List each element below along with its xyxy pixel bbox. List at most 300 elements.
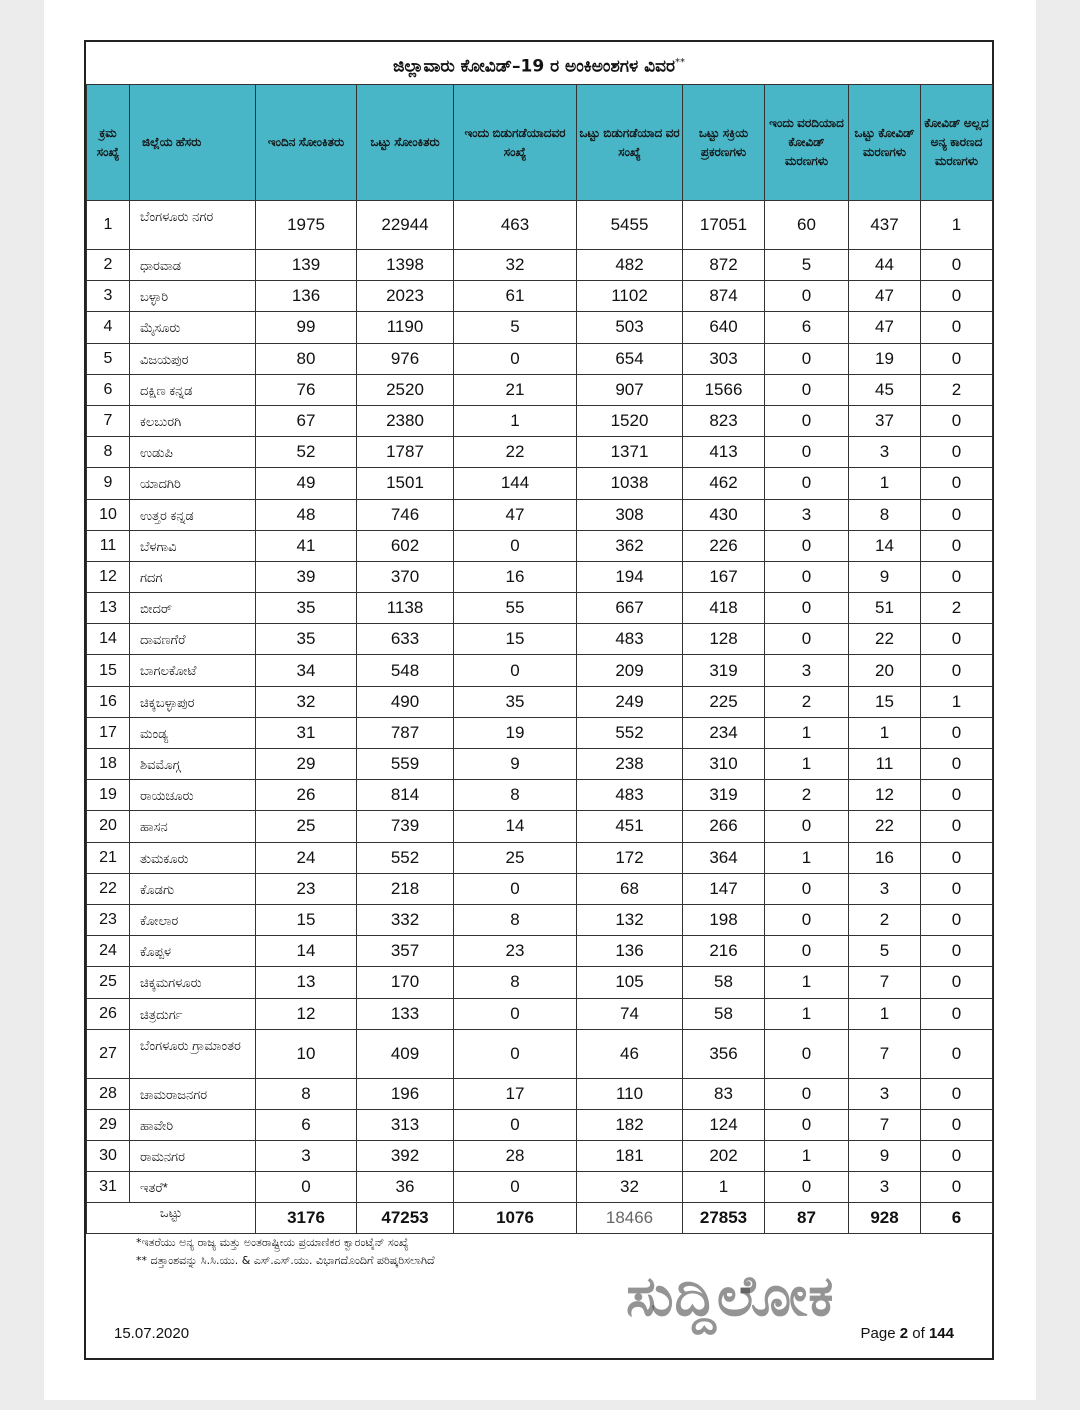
cell-today-discharged: 0 [454, 998, 577, 1029]
document-page [44, 0, 1036, 1400]
cell-total-discharged: 238 [577, 749, 683, 780]
cell-today-cases: 35 [256, 593, 357, 624]
cell-today-discharged: 21 [454, 374, 577, 405]
cell-today-deaths: 5 [765, 250, 849, 281]
cell-other-deaths: 0 [921, 811, 993, 842]
cell-today-deaths: 0 [765, 530, 849, 561]
cell-total-discharged: 182 [577, 1109, 683, 1140]
cell-today-cases: 3 [256, 1141, 357, 1172]
cell-today-discharged: 1 [454, 405, 577, 436]
cell-other-deaths: 0 [921, 468, 993, 499]
cell-total-discharged: 483 [577, 624, 683, 655]
cell-today-cases: 67 [256, 405, 357, 436]
page-current: 2 [899, 1325, 909, 1342]
cell-other-deaths: 0 [921, 655, 993, 686]
cell-sno: 3 [87, 281, 130, 312]
cell-other-deaths: 0 [921, 904, 993, 935]
table-row [87, 281, 993, 312]
cell-other-deaths: 0 [921, 1029, 993, 1078]
cell-today-discharged: 9 [454, 749, 577, 780]
total-label: ಒಟ್ಟು [87, 1203, 256, 1234]
cell-active: 216 [683, 936, 765, 967]
cell-today-deaths: 1 [765, 1141, 849, 1172]
cell-today-cases: 29 [256, 749, 357, 780]
header-total-discharged: ಒಟ್ಟು ಬಿಡುಗಡೆಯಾದ ವರ ಸಂಖ್ಯೆ [577, 85, 683, 201]
cell-district-name: ಮಂಡ್ಯ [130, 717, 256, 748]
cell-total-deaths: 7 [849, 967, 921, 998]
cell-total-cases: 392 [357, 1141, 454, 1172]
cell-district-name: ದಕ್ಷಿಣ ಕನ್ನಡ [130, 374, 256, 405]
cell-today-deaths: 2 [765, 686, 849, 717]
cell-today-cases: 48 [256, 499, 357, 530]
cell-today-deaths: 3 [765, 655, 849, 686]
cell-sno: 14 [87, 624, 130, 655]
cell-today-cases: 26 [256, 780, 357, 811]
cell-other-deaths: 0 [921, 842, 993, 873]
cell-total-discharged: 451 [577, 811, 683, 842]
cell-active: 1566 [683, 374, 765, 405]
cell-today-cases: 49 [256, 468, 357, 499]
cell-sno: 9 [87, 468, 130, 499]
cell-other-deaths: 0 [921, 1078, 993, 1109]
cell-district-name: ಚಿತ್ರದುರ್ಗ [130, 998, 256, 1029]
table-row [87, 1172, 993, 1203]
cell-other-deaths: 0 [921, 405, 993, 436]
cell-total-discharged: 1520 [577, 405, 683, 436]
cell-active: 430 [683, 499, 765, 530]
page-prefix: Page [860, 1325, 896, 1342]
table-row [87, 405, 993, 436]
cell-total-deaths: 7 [849, 1029, 921, 1078]
cell-total-discharged: 1038 [577, 468, 683, 499]
table-body [87, 201, 993, 1234]
cell-total-discharged: 5455 [577, 201, 683, 250]
cell-today-deaths: 0 [765, 405, 849, 436]
cell-other-deaths: 0 [921, 561, 993, 592]
cell-other-deaths: 0 [921, 437, 993, 468]
cell-today-deaths: 0 [765, 1029, 849, 1078]
footnote-others: *ಇತರೆಯು ಅನ್ಯ ರಾಜ್ಯ ಮತ್ತು ಅಂತರಾಷ್ಟ್ರೀಯ ಪ್ರಯಾಣಿಕರ ಕ್ವಾರಂಟೈನ್ ಸಂಖ್ಯೆ [136, 1236, 409, 1249]
cell-total-discharged: 74 [577, 998, 683, 1029]
cell-sno: 18 [87, 749, 130, 780]
cell-total-deaths: 14 [849, 530, 921, 561]
cell-total-cases: 739 [357, 811, 454, 842]
cell-today-deaths: 0 [765, 624, 849, 655]
cell-other-deaths: 0 [921, 312, 993, 343]
cell-total-deaths: 47 [849, 281, 921, 312]
cell-today-cases: 32 [256, 686, 357, 717]
cell-today-discharged: 8 [454, 967, 577, 998]
title-text: ಜಿಲ್ಲಾವಾರು ಕೋವಿಡ್–19 ರ ಅಂಕಿಅಂಶಗಳ ವಿವರ [392, 56, 675, 77]
cell-other-deaths: 0 [921, 967, 993, 998]
cell-total-deaths: 5 [849, 936, 921, 967]
cell-today-discharged: 0 [454, 1109, 577, 1140]
cell-active: 823 [683, 405, 765, 436]
table-row [87, 343, 993, 374]
cell-total-cases: 976 [357, 343, 454, 374]
cell-total-cases: 218 [357, 873, 454, 904]
cell-today-discharged: 463 [454, 201, 577, 250]
cell-total-deaths: 1 [849, 998, 921, 1029]
cell-today-discharged: 14 [454, 811, 577, 842]
cell-active: 202 [683, 1141, 765, 1172]
cell-total-discharged: 110 [577, 1078, 683, 1109]
cell-active: 872 [683, 250, 765, 281]
cell-district-name: ಶಿವಮೊಗ್ಗ [130, 749, 256, 780]
total-other-deaths: 6 [921, 1203, 993, 1234]
cell-sno: 2 [87, 250, 130, 281]
cell-district-name: ಬೆಂಗಳೂರು ಗ್ರಾಮಾಂತರ [130, 1029, 256, 1078]
cell-today-cases: 13 [256, 967, 357, 998]
cell-district-name: ಕಲಬುರಗಿ [130, 405, 256, 436]
cell-total-deaths: 16 [849, 842, 921, 873]
cell-total-cases: 2520 [357, 374, 454, 405]
total-total-discharged: 18466 [577, 1203, 683, 1234]
cell-total-discharged: 482 [577, 250, 683, 281]
page-title [86, 42, 992, 86]
cell-sno: 20 [87, 811, 130, 842]
cell-today-deaths: 0 [765, 343, 849, 374]
page-total: 144 [928, 1325, 954, 1342]
cell-total-discharged: 308 [577, 499, 683, 530]
cell-total-cases: 559 [357, 749, 454, 780]
cell-active: 124 [683, 1109, 765, 1140]
table-row [87, 374, 993, 405]
cell-total-deaths: 47 [849, 312, 921, 343]
cell-today-discharged: 0 [454, 343, 577, 374]
cell-total-discharged: 172 [577, 842, 683, 873]
cell-district-name: ರಾಯಚೂರು [130, 780, 256, 811]
title-footnote-mark: ** [675, 57, 685, 68]
watermark-logo: ಸುದ್ದಿಲೋಕ [626, 1264, 835, 1329]
cell-total-discharged: 907 [577, 374, 683, 405]
footnote-data-revision: ** ದತ್ತಾಂಶವನ್ನು ಸಿ.ಸಿ.ಯು. & ಎಸ್.ಎಸ್.ಯು. ವಿಭಾಗದೊಂದಿಗೆ ಪರಿಷ್ಕರಿಸಲಾಗಿದೆ [136, 1254, 435, 1267]
cell-district-name: ಬಳ್ಳಾರಿ [130, 281, 256, 312]
cell-other-deaths: 0 [921, 780, 993, 811]
cell-other-deaths: 0 [921, 998, 993, 1029]
cell-today-cases: 80 [256, 343, 357, 374]
cell-active: 58 [683, 967, 765, 998]
cell-total-deaths: 437 [849, 201, 921, 250]
cell-total-discharged: 46 [577, 1029, 683, 1078]
cell-sno: 26 [87, 998, 130, 1029]
cell-total-deaths: 9 [849, 1141, 921, 1172]
cell-today-deaths: 0 [765, 811, 849, 842]
cell-today-discharged: 0 [454, 655, 577, 686]
table-row [87, 250, 993, 281]
cell-today-discharged: 35 [454, 686, 577, 717]
cell-total-deaths: 37 [849, 405, 921, 436]
cell-sno: 8 [87, 437, 130, 468]
cell-active: 83 [683, 1078, 765, 1109]
cell-today-discharged: 5 [454, 312, 577, 343]
table-row [87, 1029, 993, 1078]
table-row [87, 904, 993, 935]
cell-total-deaths: 44 [849, 250, 921, 281]
cell-sno: 5 [87, 343, 130, 374]
cell-active: 640 [683, 312, 765, 343]
footer-date: 15.07.2020 [114, 1325, 190, 1342]
cell-active: 58 [683, 998, 765, 1029]
cell-sno: 22 [87, 873, 130, 904]
cell-total-discharged: 132 [577, 904, 683, 935]
cell-today-discharged: 22 [454, 437, 577, 468]
cell-sno: 11 [87, 530, 130, 561]
cell-total-deaths: 7 [849, 1109, 921, 1140]
cell-district-name: ಯಾದಗಿರಿ [130, 468, 256, 499]
cell-other-deaths: 1 [921, 201, 993, 250]
table-row [87, 936, 993, 967]
cell-sno: 17 [87, 717, 130, 748]
cell-today-deaths: 1 [765, 998, 849, 1029]
cell-other-deaths: 0 [921, 281, 993, 312]
cell-district-name: ಗದಗ [130, 561, 256, 592]
cell-active: 234 [683, 717, 765, 748]
cell-total-deaths: 20 [849, 655, 921, 686]
cell-today-discharged: 16 [454, 561, 577, 592]
table-row [87, 499, 993, 530]
cell-total-discharged: 105 [577, 967, 683, 998]
cell-district-name: ಚಿಕ್ಕಬಳ್ಳಾಪುರ [130, 686, 256, 717]
cell-total-cases: 552 [357, 842, 454, 873]
cell-district-name: ಬೆಂಗಳೂರು ನಗರ [130, 201, 256, 250]
cell-today-cases: 14 [256, 936, 357, 967]
cell-other-deaths: 1 [921, 686, 993, 717]
header-other-deaths: ಕೋವಿಡ್ ಅಲ್ಲದ ಅನ್ಯ ಕಾರಣದ ಮರಣಗಳು [921, 85, 993, 201]
cell-today-discharged: 0 [454, 1172, 577, 1203]
cell-total-discharged: 209 [577, 655, 683, 686]
cell-today-cases: 6 [256, 1109, 357, 1140]
cell-today-discharged: 28 [454, 1141, 577, 1172]
table-row [87, 811, 993, 842]
table-row [87, 468, 993, 499]
cell-today-cases: 1975 [256, 201, 357, 250]
header-today-discharged: ಇಂದು ಬಿಡುಗಡೆಯಾದವರ ಸಂಖ್ಯೆ [454, 85, 577, 201]
cell-sno: 30 [87, 1141, 130, 1172]
cell-district-name: ಕೊಡಗು [130, 873, 256, 904]
total-total-deaths: 928 [849, 1203, 921, 1234]
cell-today-cases: 39 [256, 561, 357, 592]
cell-total-cases: 490 [357, 686, 454, 717]
cell-today-deaths: 1 [765, 967, 849, 998]
cell-today-deaths: 0 [765, 468, 849, 499]
cell-total-discharged: 249 [577, 686, 683, 717]
cell-today-deaths: 0 [765, 936, 849, 967]
cell-today-cases: 0 [256, 1172, 357, 1203]
cell-today-deaths: 0 [765, 1109, 849, 1140]
document-frame [84, 40, 994, 1360]
cell-today-discharged: 17 [454, 1078, 577, 1109]
cell-sno: 16 [87, 686, 130, 717]
cell-sno: 25 [87, 967, 130, 998]
cell-district-name: ಕೊಪ್ಪಳ [130, 936, 256, 967]
cell-other-deaths: 0 [921, 343, 993, 374]
cell-active: 17051 [683, 201, 765, 250]
table-row [87, 312, 993, 343]
cell-district-name: ತುಮಕೂರು [130, 842, 256, 873]
cell-sno: 1 [87, 201, 130, 250]
cell-sno: 4 [87, 312, 130, 343]
total-today-deaths: 87 [765, 1203, 849, 1234]
cell-active: 874 [683, 281, 765, 312]
cell-active: 303 [683, 343, 765, 374]
footnotes [136, 1234, 435, 1270]
cell-sno: 19 [87, 780, 130, 811]
cell-today-deaths: 0 [765, 374, 849, 405]
cell-sno: 15 [87, 655, 130, 686]
cell-total-deaths: 1 [849, 468, 921, 499]
cell-today-cases: 41 [256, 530, 357, 561]
table-row [87, 655, 993, 686]
cell-total-cases: 357 [357, 936, 454, 967]
cell-total-deaths: 22 [849, 811, 921, 842]
cell-total-deaths: 3 [849, 1172, 921, 1203]
cell-today-cases: 12 [256, 998, 357, 1029]
cell-today-discharged: 0 [454, 873, 577, 904]
total-today-discharged: 1076 [454, 1203, 577, 1234]
cell-total-cases: 22944 [357, 201, 454, 250]
cell-total-discharged: 362 [577, 530, 683, 561]
cell-total-discharged: 667 [577, 593, 683, 624]
header-active: ಒಟ್ಟು ಸಕ್ರಿಯ ಪ್ರಕರಣಗಳು [683, 85, 765, 201]
cell-total-deaths: 22 [849, 624, 921, 655]
cell-today-cases: 52 [256, 437, 357, 468]
cell-sno: 28 [87, 1078, 130, 1109]
cell-today-discharged: 25 [454, 842, 577, 873]
cell-today-deaths: 0 [765, 437, 849, 468]
header-today-cases: ಇಂದಿನ ಸೋಂಕಿತರು [256, 85, 357, 201]
cell-total-discharged: 194 [577, 561, 683, 592]
cell-total-cases: 196 [357, 1078, 454, 1109]
table-row [87, 998, 993, 1029]
cell-today-discharged: 19 [454, 717, 577, 748]
cell-other-deaths: 0 [921, 250, 993, 281]
cell-district-name: ಬಾಗಲಕೋಟೆ [130, 655, 256, 686]
table-row [87, 780, 993, 811]
cell-today-discharged: 23 [454, 936, 577, 967]
table-row [87, 717, 993, 748]
cell-today-cases: 99 [256, 312, 357, 343]
total-total-cases: 47253 [357, 1203, 454, 1234]
cell-today-deaths: 0 [765, 1172, 849, 1203]
cell-sno: 24 [87, 936, 130, 967]
cell-total-cases: 313 [357, 1109, 454, 1140]
cell-total-deaths: 3 [849, 437, 921, 468]
cell-active: 147 [683, 873, 765, 904]
cell-active: 319 [683, 780, 765, 811]
cell-active: 462 [683, 468, 765, 499]
cell-today-discharged: 47 [454, 499, 577, 530]
header-sno: ಕ್ರಮ ಸಂಖ್ಯೆ [87, 85, 130, 201]
table-row [87, 873, 993, 904]
cell-total-discharged: 136 [577, 936, 683, 967]
cell-total-deaths: 45 [849, 374, 921, 405]
cell-today-deaths: 3 [765, 499, 849, 530]
cell-active: 225 [683, 686, 765, 717]
cell-active: 364 [683, 842, 765, 873]
total-today-cases: 3176 [256, 1203, 357, 1234]
cell-other-deaths: 0 [921, 749, 993, 780]
cell-total-discharged: 1102 [577, 281, 683, 312]
cell-active: 413 [683, 437, 765, 468]
cell-total-deaths: 3 [849, 873, 921, 904]
cell-today-discharged: 55 [454, 593, 577, 624]
total-row [87, 1203, 993, 1234]
cell-today-discharged: 61 [454, 281, 577, 312]
cell-today-cases: 15 [256, 904, 357, 935]
cell-active: 310 [683, 749, 765, 780]
cell-other-deaths: 2 [921, 593, 993, 624]
page-of: of [912, 1325, 925, 1342]
cell-total-deaths: 51 [849, 593, 921, 624]
cell-total-cases: 1501 [357, 468, 454, 499]
table-row [87, 561, 993, 592]
cell-today-deaths: 0 [765, 904, 849, 935]
cell-district-name: ಧಾರವಾಡ [130, 250, 256, 281]
cell-district-name: ಮೈಸೂರು [130, 312, 256, 343]
cell-other-deaths: 0 [921, 1172, 993, 1203]
cell-today-cases: 25 [256, 811, 357, 842]
cell-total-discharged: 32 [577, 1172, 683, 1203]
cell-sno: 31 [87, 1172, 130, 1203]
cell-sno: 10 [87, 499, 130, 530]
cell-district-name: ಇತರೆ* [130, 1172, 256, 1203]
cell-total-discharged: 181 [577, 1141, 683, 1172]
cell-total-discharged: 1371 [577, 437, 683, 468]
cell-district-name: ಬೆಳಗಾವಿ [130, 530, 256, 561]
cell-total-deaths: 8 [849, 499, 921, 530]
cell-today-discharged: 0 [454, 1029, 577, 1078]
cell-sno: 23 [87, 904, 130, 935]
table-row [87, 1109, 993, 1140]
cell-other-deaths: 0 [921, 717, 993, 748]
cell-sno: 29 [87, 1109, 130, 1140]
cell-district-name: ಹಾವೇರಿ [130, 1109, 256, 1140]
cell-total-deaths: 2 [849, 904, 921, 935]
footer-page-number [861, 1325, 954, 1342]
cell-active: 128 [683, 624, 765, 655]
cell-today-deaths: 1 [765, 717, 849, 748]
cell-total-cases: 332 [357, 904, 454, 935]
cell-district-name: ರಾಮನಗರ [130, 1141, 256, 1172]
cell-today-discharged: 144 [454, 468, 577, 499]
cell-sno: 21 [87, 842, 130, 873]
cell-total-cases: 1138 [357, 593, 454, 624]
cell-today-deaths: 6 [765, 312, 849, 343]
table-row [87, 593, 993, 624]
cell-total-deaths: 9 [849, 561, 921, 592]
cell-total-cases: 1190 [357, 312, 454, 343]
cell-total-deaths: 11 [849, 749, 921, 780]
district-covid-table [86, 84, 993, 1234]
cell-total-discharged: 654 [577, 343, 683, 374]
cell-total-cases: 1398 [357, 250, 454, 281]
cell-other-deaths: 0 [921, 936, 993, 967]
cell-district-name: ಹಾಸನ [130, 811, 256, 842]
cell-total-cases: 170 [357, 967, 454, 998]
cell-other-deaths: 0 [921, 499, 993, 530]
cell-total-cases: 633 [357, 624, 454, 655]
cell-active: 319 [683, 655, 765, 686]
cell-today-cases: 35 [256, 624, 357, 655]
table-row [87, 624, 993, 655]
cell-district-name: ಚಾಮರಾಜನಗರ [130, 1078, 256, 1109]
cell-today-cases: 8 [256, 1078, 357, 1109]
cell-today-deaths: 1 [765, 842, 849, 873]
cell-district-name: ಬೀದರ್ [130, 593, 256, 624]
cell-today-cases: 23 [256, 873, 357, 904]
table-row [87, 967, 993, 998]
